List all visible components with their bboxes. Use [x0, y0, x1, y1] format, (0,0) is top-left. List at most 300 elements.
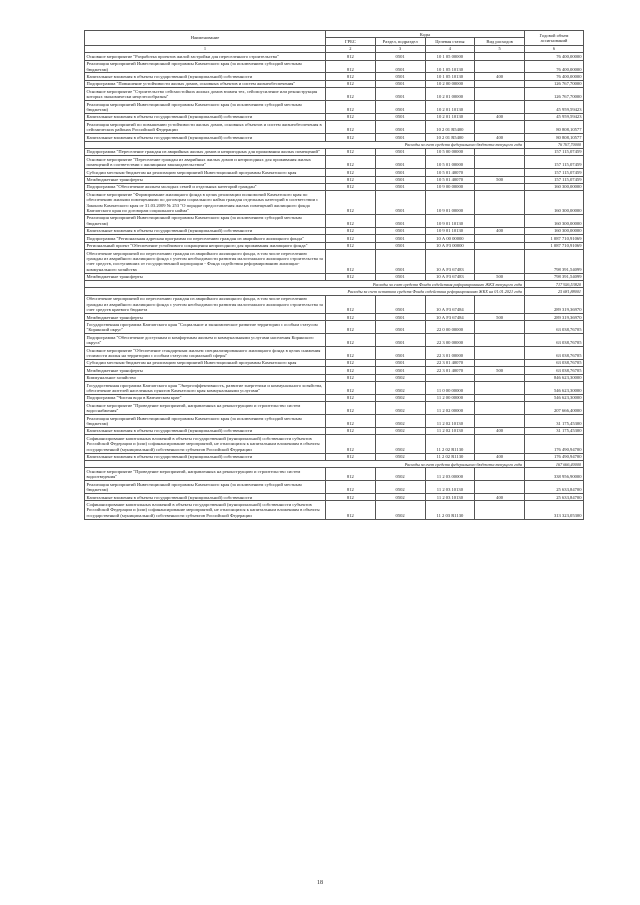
row-grbs: 812 [326, 468, 376, 481]
row-expense-type [475, 359, 525, 366]
col-number: 5 [475, 45, 525, 52]
row-razdel: 0501 [375, 88, 425, 101]
row-razdel: 0501 [375, 321, 425, 334]
row-target-article: 10 А F3 67484 [425, 295, 475, 313]
row-grbs: 812 [326, 60, 376, 73]
row-target-article: 11 2 03 R1130 [425, 501, 475, 519]
col-number: 6 [525, 45, 584, 52]
row-expense-type: 400 [475, 453, 525, 460]
row-expense-type [475, 295, 525, 313]
row-grbs: 812 [326, 113, 376, 120]
row-name: Подпрограмма "Чистая вода в Камчатском крае" [85, 394, 326, 401]
row-expense-type: 400 [475, 427, 525, 434]
row-name: Капитальные вложения в объекты государственной (муниципальной) собственности [85, 453, 326, 460]
header-name: Наименование [85, 31, 326, 46]
row-sum: 798 391,54099 [525, 250, 584, 274]
row-name: Основное мероприятие "Обеспечение стандартным жильем специализированного жилищного фонда в целях снижения стоимости жилья на территории с особым статусом социальной сферы" [85, 347, 326, 360]
row-name: Реализация мероприятий Инвестиционной программы Камчатского края (за исключением субсидий местным бюджетам) [85, 415, 326, 428]
table-row [85, 334, 584, 347]
row-razdel: 0501 [375, 113, 425, 120]
col-number: 1 [85, 45, 326, 52]
table-row [85, 121, 584, 134]
col-number: 3 [375, 45, 425, 52]
row-grbs: 812 [326, 359, 376, 366]
row-razdel: 0502 [375, 415, 425, 428]
table-row [85, 169, 584, 176]
row-name: Межбюджетные трансферты [85, 273, 326, 280]
row-expense-type [475, 169, 525, 176]
row-sum: 45 959,59423 [525, 101, 584, 114]
row-razdel: 0501 [375, 214, 425, 227]
note-text: Расходы за счет остатков средств Фонда содействия реформированию ЖКХ на 01.01.2021 года [85, 288, 525, 295]
table-row [85, 415, 584, 428]
row-razdel: 0501 [375, 80, 425, 87]
table-row [85, 295, 584, 313]
row-sum: 157 115,07459 [525, 169, 584, 176]
row-expense-type [475, 435, 525, 453]
row-name: Софинансирование капитальных вложений в объекты государственной (муниципальной) собственности субъектов Российской Федерации и (или) софинансирование мероприятий, не относящихся к капитальным вложениям в объекты государственной (муниципальной) собственности субъектов Российской Федерации [85, 435, 326, 453]
row-sum: 846 623,30000 [525, 374, 584, 381]
row-name: Основное мероприятие "Проведение мероприятий, направленных на реконструкцию и строительство систем водоотведения" [85, 468, 326, 481]
table-row [85, 314, 584, 321]
row-name: Подпрограмма "Обеспечение доступным и комфортным жильем и коммунальными услугами населения Корякского округа" [85, 334, 326, 347]
row-sum: 798 391,54099 [525, 273, 584, 280]
row-grbs: 812 [326, 295, 376, 313]
table-row [85, 347, 584, 360]
row-target-article: 10 2 01 10130 [425, 113, 475, 120]
row-razdel: 0501 [375, 250, 425, 274]
table-note-row [85, 281, 584, 288]
row-expense-type: 400 [475, 494, 525, 501]
row-razdel: 0502 [375, 435, 425, 453]
note-sum: 167 666,40000 [525, 461, 584, 468]
row-target-article: 10 9 01 00000 [425, 191, 475, 215]
table-row [85, 242, 584, 249]
row-grbs: 812 [326, 334, 376, 347]
row-razdel: 0501 [375, 176, 425, 183]
note-text: Расходы за счет средств Фонда содействия реформированию ЖКХ текущего года [85, 281, 525, 288]
row-sum: 25 633,84700 [525, 481, 584, 494]
row-razdel: 0501 [375, 134, 425, 141]
row-razdel: 0502 [375, 501, 425, 519]
row-expense-type [475, 183, 525, 190]
column-number-row [85, 45, 584, 52]
table-note-row [85, 288, 584, 295]
row-grbs: 812 [326, 214, 376, 227]
header-cs: Целевая статья [425, 38, 475, 45]
row-sum: 126 767,70000 [525, 88, 584, 101]
row-razdel: 0502 [375, 494, 425, 501]
row-sum: 160 300,00000 [525, 183, 584, 190]
table-row [85, 321, 584, 334]
row-sum: 160 300,00000 [525, 214, 584, 227]
table-note-row [85, 141, 584, 148]
row-target-article: 10 2 01 00000 [425, 88, 475, 101]
table-row [85, 481, 584, 494]
page-number: 18 [317, 880, 323, 886]
row-expense-type [475, 402, 525, 415]
row-target-article: 10 1 05 00000 [425, 53, 475, 60]
row-expense-type [475, 214, 525, 227]
row-expense-type: 500 [475, 367, 525, 374]
row-target-article: 10 А F3 67483 [425, 273, 475, 280]
row-expense-type [475, 382, 525, 395]
row-target-article: 22 3 01 40070 [425, 359, 475, 366]
row-sum: 338 956,90000 [525, 468, 584, 481]
table-row [85, 359, 584, 366]
table-row [85, 101, 584, 114]
row-grbs: 812 [326, 227, 376, 234]
table-row [85, 183, 584, 190]
row-sum: 313 323,05300 [525, 501, 584, 519]
row-target-article: 10 5 00 00000 [425, 148, 475, 155]
row-target-article: 10 9 01 10130 [425, 227, 475, 234]
row-grbs: 812 [326, 169, 376, 176]
row-sum: 1 087 710,91069 [525, 242, 584, 249]
row-name: Реализация мероприятий Инвестиционной программы Камчатского края (за исключением субсидий местным бюджетам) [85, 214, 326, 227]
row-name: Основное мероприятие "Разработка проектов жилой застройки для переселенного строительства" [85, 53, 326, 60]
row-razdel: 0501 [375, 73, 425, 80]
row-target-article: 10 9 00 00000 [425, 183, 475, 190]
row-expense-type: 500 [475, 273, 525, 280]
row-grbs: 812 [326, 481, 376, 494]
row-razdel: 0501 [375, 334, 425, 347]
row-grbs: 812 [326, 250, 376, 274]
row-expense-type [475, 347, 525, 360]
row-name: Основное мероприятие "Переселение граждан из аварийных жилых домов и непригодных для проживания жилых помещений в соответствии с жилищным законодательством" [85, 156, 326, 169]
header-grbs: ГРБС [326, 38, 376, 45]
row-sum: 157 115,07459 [525, 148, 584, 155]
row-razdel: 0502 [375, 374, 425, 381]
row-grbs: 812 [326, 374, 376, 381]
table-row [85, 435, 584, 453]
row-target-article: 10 А F3 67484 [425, 314, 475, 321]
row-razdel: 0502 [375, 481, 425, 494]
row-name: Реализация мероприятий по повышению устойчивости жилых домов, основных объектов и систем жизнеобеспечения в сейсмических районах Российской Федерации [85, 121, 326, 134]
row-razdel: 0501 [375, 314, 425, 321]
row-target-article [425, 374, 475, 381]
row-name: Государственная программа Камчатского края "Социальное и экономическое развитие территории с особым статусом "Корякский округ" [85, 321, 326, 334]
row-razdel: 0502 [375, 468, 425, 481]
row-target-article: 11 2 02 R1130 [425, 453, 475, 460]
row-razdel: 0502 [375, 453, 425, 460]
row-name: Подпрограмма "Региональная адресная программа по переселению граждан из аварийного жилищного фонда" [85, 235, 326, 242]
row-expense-type: 400 [475, 113, 525, 120]
table-body [85, 53, 584, 519]
row-expense-type [475, 468, 525, 481]
note-text: Расходы за счет средств федерального бюджета текущего года [85, 461, 525, 468]
header-codes: Коды [326, 31, 525, 38]
row-name: Обеспечение мероприятий по переселению граждан из аварийного жилищного фонда, в том числе переселению граждан из аварийного жилищного фонда с учетом необходимости развития малоэтажного жилищного строительства за счет средств краевого бюджета [85, 295, 326, 313]
table-row [85, 374, 584, 381]
row-sum: 157 115,07459 [525, 156, 584, 169]
row-sum: 1 087 710,91069 [525, 235, 584, 242]
table-row [85, 250, 584, 274]
row-sum: 63 038,76705 [525, 359, 584, 366]
row-razdel: 0502 [375, 382, 425, 395]
row-target-article: 10 5 01 00000 [425, 156, 475, 169]
row-razdel: 0501 [375, 295, 425, 313]
row-target-article: 10 А F3 00000 [425, 242, 475, 249]
row-sum: 76 400,00000 [525, 60, 584, 73]
row-grbs: 812 [326, 134, 376, 141]
table-row [85, 134, 584, 141]
row-name: Подпрограмма "Повышение устойчивости жилых домов, основных объектов и систем жизнеобеспечения" [85, 80, 326, 87]
row-target-article: 11 0 00 00000 [425, 382, 475, 395]
budget-table [84, 30, 584, 520]
row-name: Основное мероприятие "Строительство сейсмостойких жилых домов взамен тех, сейсмоусиление или реконструкция которых экономически нецелесообразны" [85, 88, 326, 101]
row-sum: 289 319,36970 [525, 314, 584, 321]
row-name: Капитальные вложения в объекты государственной (муниципальной) собственности [85, 134, 326, 141]
row-razdel: 0501 [375, 156, 425, 169]
row-razdel: 0502 [375, 394, 425, 401]
row-target-article: 22 3 01 40070 [425, 367, 475, 374]
row-expense-type [475, 394, 525, 401]
table-row [85, 80, 584, 87]
row-razdel: 0501 [375, 359, 425, 366]
row-expense-type [475, 235, 525, 242]
row-grbs: 812 [326, 367, 376, 374]
row-razdel: 0501 [375, 60, 425, 73]
note-sum: 717 926,53820 [525, 281, 584, 288]
row-grbs: 812 [326, 88, 376, 101]
table-row [85, 501, 584, 519]
table-row [85, 148, 584, 155]
row-name: Капитальные вложения в объекты государственной (муниципальной) собственности [85, 227, 326, 234]
table-row [85, 191, 584, 215]
table-row [85, 53, 584, 60]
row-name: Подпрограмма "Переселение граждан из аварийных жилых домов и непригодных для проживания жилых помещений" [85, 148, 326, 155]
row-sum: 546 623,30000 [525, 394, 584, 401]
row-name: Подпрограмма "Обеспечение жильем молодых семей и отдельных категорий граждан" [85, 183, 326, 190]
row-grbs: 812 [326, 80, 376, 87]
row-sum: 63 038,76705 [525, 334, 584, 347]
row-sum: 80 808,10577 [525, 134, 584, 141]
row-name: Субсидии местным бюджетам на реализацию мероприятий Инвестиционной программы Камчатского края [85, 169, 326, 176]
row-name: Межбюджетные трансферты [85, 314, 326, 321]
row-expense-type [475, 250, 525, 274]
row-name: Коммунальное хозяйство [85, 374, 326, 381]
row-grbs: 812 [326, 101, 376, 114]
table-row [85, 176, 584, 183]
row-razdel: 0501 [375, 347, 425, 360]
row-grbs: 812 [326, 235, 376, 242]
col-number: 2 [326, 45, 376, 52]
row-razdel: 0501 [375, 101, 425, 114]
note-text: Расходы за счет средств федерального бюджета текущего года [85, 141, 525, 148]
row-sum: 126 767,70000 [525, 80, 584, 87]
row-sum: 76 400,00000 [525, 73, 584, 80]
row-expense-type: 400 [475, 227, 525, 234]
table-row [85, 156, 584, 169]
row-grbs: 812 [326, 191, 376, 215]
row-target-article: 10 А 00 00000 [425, 235, 475, 242]
row-name: Субсидии местным бюджетам на реализацию мероприятий Инвестиционной программы Камчатского края [85, 359, 326, 366]
row-target-article: 11 2 03 10130 [425, 494, 475, 501]
note-sum: 25 681,88001 [525, 288, 584, 295]
row-name: Государственная программа Камчатского края "Энергоэффективность, развитие энергетики и коммунального хозяйства, обеспечение жителей населенных пунктов Камчатского края коммунальными услугами" [85, 382, 326, 395]
row-razdel: 0501 [375, 235, 425, 242]
row-grbs: 812 [326, 73, 376, 80]
row-sum: 157 115,07459 [525, 176, 584, 183]
header-vr: Вид расходов [475, 38, 525, 45]
row-expense-type [475, 321, 525, 334]
row-target-article: 10 2 01 R5400 [425, 134, 475, 141]
row-sum: 31 175,45300 [525, 427, 584, 434]
row-grbs: 812 [326, 394, 376, 401]
row-expense-type [475, 121, 525, 134]
row-target-article: 11 2 02 10130 [425, 415, 475, 428]
table-row [85, 367, 584, 374]
row-sum: 76 400,00000 [525, 53, 584, 60]
row-target-article: 22 0 00 00000 [425, 321, 475, 334]
row-target-article: 11 2 03 00000 [425, 468, 475, 481]
row-razdel: 0501 [375, 183, 425, 190]
row-expense-type [475, 148, 525, 155]
row-razdel: 0502 [375, 402, 425, 415]
row-razdel: 0501 [375, 148, 425, 155]
row-razdel: 0501 [375, 242, 425, 249]
row-grbs: 812 [326, 156, 376, 169]
row-sum: 160 300,00000 [525, 227, 584, 234]
row-sum: 160 300,00000 [525, 191, 584, 215]
row-target-article: 10 2 00 00000 [425, 80, 475, 87]
row-name: Обеспечение мероприятий по переселению граждан из аварийного жилищного фонда, в том числе переселению граждан из аварийного жилищного фонда с учетом необходимости развития малоэтажного жилищного строительства за счет средств, поступивших от государственной корпорации - Фонда содействия реформированию жилищно-коммунального хозяйства [85, 250, 326, 274]
row-name: Капитальные вложения в объекты государственной (муниципальной) собственности [85, 427, 326, 434]
table-row [85, 113, 584, 120]
row-razdel: 0501 [375, 273, 425, 280]
row-sum: 289 319,36970 [525, 295, 584, 313]
row-sum: 63 038,76705 [525, 367, 584, 374]
row-grbs: 812 [326, 121, 376, 134]
row-sum: 63 038,76705 [525, 347, 584, 360]
row-name: Капитальные вложения в объекты государственной (муниципальной) собственности [85, 494, 326, 501]
table-row [85, 494, 584, 501]
row-grbs: 812 [326, 53, 376, 60]
row-sum: 45 959,59423 [525, 113, 584, 120]
table-row [85, 227, 584, 234]
row-expense-type: 500 [475, 314, 525, 321]
row-grbs: 812 [326, 382, 376, 395]
table-row [85, 394, 584, 401]
row-sum: 80 808,10577 [525, 121, 584, 134]
row-sum: 176 490,94700 [525, 435, 584, 453]
row-grbs: 812 [326, 435, 376, 453]
row-grbs: 812 [326, 453, 376, 460]
row-grbs: 812 [326, 501, 376, 519]
row-target-article: 11 2 02 R1130 [425, 435, 475, 453]
row-grbs: 812 [326, 347, 376, 360]
row-target-article: 10 5 01 40070 [425, 176, 475, 183]
row-razdel: 0501 [375, 169, 425, 176]
row-expense-type [475, 101, 525, 114]
row-razdel: 0501 [375, 121, 425, 134]
row-target-article: 10 9 01 10130 [425, 214, 475, 227]
row-grbs: 812 [326, 148, 376, 155]
header-sum: Годовой объем ассигнований [525, 31, 584, 46]
row-name: Основное мероприятие "Формирование жилищного фонда в целях реализации полномочий Камчатского края по обеспечению жилыми помещениями по договорам социального найма граждан отдельных категорий в соответствии с Законом Камчатского края от 31.03.2009 № 253 "О порядке предоставления жилых помещений жилищного фонда Камчатского края по договорам социального найма" [85, 191, 326, 215]
row-expense-type [475, 191, 525, 215]
row-grbs: 812 [326, 183, 376, 190]
row-expense-type [475, 501, 525, 519]
table-row [85, 382, 584, 395]
table-row [85, 468, 584, 481]
table-row [85, 427, 584, 434]
row-grbs: 812 [326, 402, 376, 415]
row-razdel: 0501 [375, 191, 425, 215]
row-expense-type: 400 [475, 73, 525, 80]
row-name: Капитальные вложения в объекты государственной (муниципальной) собственности [85, 73, 326, 80]
row-expense-type: 500 [475, 176, 525, 183]
row-name: Софинансирование капитальных вложений в объекты государственной (муниципальной) собственности субъектов Российской Федерации и (или) софинансирование мероприятий, не относящихся к капитальным вложениям в объекты государственной (муниципальной) собственности субъектов Российской Федерации [85, 501, 326, 519]
row-grbs: 812 [326, 242, 376, 249]
row-target-article: 22 3 01 00000 [425, 347, 475, 360]
row-expense-type: 400 [475, 134, 525, 141]
row-expense-type [475, 80, 525, 87]
row-expense-type [475, 334, 525, 347]
row-target-article: 11 2 00 00000 [425, 394, 475, 401]
row-target-article: 10 1 05 10130 [425, 73, 475, 80]
row-target-article: 10 А F3 67483 [425, 250, 475, 274]
row-expense-type [475, 60, 525, 73]
row-name: Межбюджетные трансферты [85, 367, 326, 374]
row-name: Капитальные вложения в объекты государственной (муниципальной) собственности [85, 113, 326, 120]
row-razdel: 0501 [375, 227, 425, 234]
row-target-article: 10 1 05 10130 [425, 60, 475, 73]
row-grbs: 812 [326, 273, 376, 280]
table-row [85, 88, 584, 101]
table-row [85, 214, 584, 227]
row-sum: 546 623,30000 [525, 382, 584, 395]
row-expense-type [475, 53, 525, 60]
row-sum: 207 666,40000 [525, 402, 584, 415]
row-expense-type [475, 374, 525, 381]
row-name: Реализация мероприятий Инвестиционной программы Камчатского края (за исключением субсидий местным бюджетам) [85, 60, 326, 73]
row-grbs: 812 [326, 415, 376, 428]
table-row [85, 453, 584, 460]
row-razdel: 0501 [375, 367, 425, 374]
row-sum: 176 490,94700 [525, 453, 584, 460]
row-expense-type [475, 156, 525, 169]
row-expense-type [475, 242, 525, 249]
row-expense-type [475, 88, 525, 101]
row-grbs: 812 [326, 494, 376, 501]
row-sum: 63 038,76705 [525, 321, 584, 334]
table-note-row [85, 461, 584, 468]
row-name: Региональный проект "Обеспечение устойчивого сокращения непригодного для проживания жилищного фонда" [85, 242, 326, 249]
row-target-article: 11 2 02 00000 [425, 402, 475, 415]
row-expense-type [475, 481, 525, 494]
row-name: Межбюджетные трансферты [85, 176, 326, 183]
table-row [85, 402, 584, 415]
row-sum: 31 175,45300 [525, 415, 584, 428]
row-name: Основное мероприятие "Проведение мероприятий, направленных на реконструкцию и строительство систем водоснабжения" [85, 402, 326, 415]
row-name: Реализация мероприятий Инвестиционной программы Камчатского края (за исключением субсидий местным бюджетам) [85, 101, 326, 114]
row-target-article: 11 2 03 10130 [425, 481, 475, 494]
row-target-article: 10 5 01 40070 [425, 169, 475, 176]
row-target-article: 10 2 01 10130 [425, 101, 475, 114]
row-sum: 25 633,84700 [525, 494, 584, 501]
table-row [85, 235, 584, 242]
note-sum: 76 767,70000 [525, 141, 584, 148]
row-target-article: 11 2 02 10130 [425, 427, 475, 434]
row-name: Реализация мероприятий Инвестиционной программы Камчатского края (за исключением субсидий местным бюджетам) [85, 481, 326, 494]
row-razdel: 0502 [375, 427, 425, 434]
header-razdel: Раздел, подраздел [375, 38, 425, 45]
row-razdel: 0501 [375, 53, 425, 60]
row-grbs: 812 [326, 314, 376, 321]
row-expense-type [475, 415, 525, 428]
